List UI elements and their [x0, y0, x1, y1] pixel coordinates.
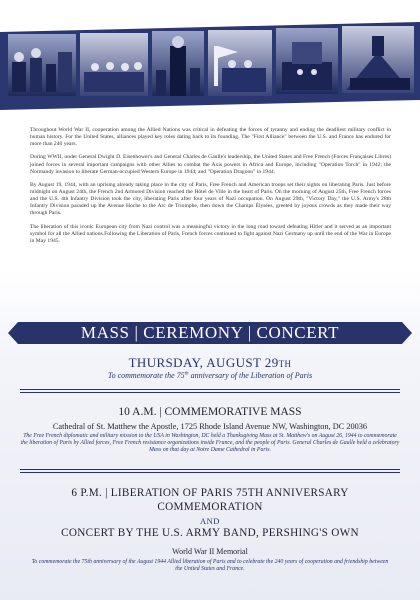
divider-1	[20, 389, 400, 390]
wwii-photo-2	[80, 33, 148, 96]
header-photo-band	[0, 22, 420, 110]
history-paragraph-1: Throughout World War II, cooperation among the Allied Nations was critical in defeating the forces of tyranny and ending the deadliest military conflict in human history. For the United States, alliances played key roles dating back to its founding. The "First Alliance" between the U.S. and France has endured for more than 240 years.	[30, 127, 391, 148]
event-date-suffix: TH	[278, 359, 292, 369]
evening-title-line1: 6 P.M. | LIBERATION OF PARIS 75TH ANNIVERSARY	[71, 487, 349, 499]
evening-note: To commemorate the 75th anniversary of the August 1944 Allied liberation of Paris and to celebrate the 240 years of cooperation and friendship between the United States and France.	[31, 559, 389, 573]
photo-band-graphic	[0, 22, 420, 110]
history-paragraph-3: By August 19, 1944, with an uprising already taking place in the city of Paris, Free French and American troops set their sights on liberating Paris. Just before midnight on August 24th, the French 2nd Armored Division reached the Hôtel de Ville in the heart of Paris. On the morning of August 25th, Free French forces and the U.S. 4th Infantry Division took the city, liberating Paris after four years of Nazi occupation. On August 29th, "Victory Day," the U.S. Army's 28th Infantry Division paraded up the Avenue Hoche to the Arc de Triomphe, then down the Champs Élysées, greeted by joyous crowds as they made their way through Paris.	[30, 181, 391, 217]
date-subtitle-post: anniversary of the Liberation of Paris	[188, 371, 313, 380]
mass-address: Cathedral of St. Matthew the Apostle, 1725 Rhode Island Avenue NW, Washington, DC 20036	[52, 422, 368, 431]
date-subtitle	[10, 371, 410, 380]
evening-title-line2: COMMEMORATION	[157, 501, 263, 513]
event-date-main: THURSDAY, AUGUST 29	[128, 355, 279, 370]
date-subtitle-pre: To commemorate the 75	[107, 371, 185, 380]
mass-note: The Free French diplomatic and military mission to the USA in Washington, DC held a Thanksgiving Mass at St. Matthew's on August 26, 1944 to commemorate the liberation of Paris by Allied forces, Free French resistance organizations inside France, and the people of Paris. General Charles de Gaulle held a celebratory Mass on that day at Notre Dame Cathedral in Paris.	[20, 433, 400, 454]
and-label: AND	[200, 516, 220, 526]
history-text	[30, 127, 391, 251]
event-date	[10, 355, 410, 371]
date-subtitle-sup: th	[184, 371, 189, 377]
concert-title: CONCERT BY THE U.S. ARMY BAND, PERSHING'S OWN	[61, 527, 359, 539]
divider-2	[20, 469, 400, 470]
wwii-photo-4	[208, 30, 272, 96]
concert-venue: World War II Memorial	[172, 547, 248, 556]
evening-title	[10, 486, 410, 514]
history-paragraph-4: The liberation of this iconic European city from Nazi control was a meaningful victory in the long road toward defeating Hitler and it served as an important symbol for all the Allied nations.Following the Liberation of Paris, French forces continued to fight against Nazi Germany up until the end of the War in Europe in May 1945.	[30, 223, 391, 244]
wwii-photo-5	[276, 28, 338, 94]
wwii-photo-1	[8, 34, 76, 96]
wwii-photo-3	[152, 31, 204, 96]
event-banner: MASS | CEREMONY | CONCERT	[18, 322, 402, 344]
wwii-photo-6	[342, 26, 414, 93]
history-paragraph-2: During WWII, under General Dwight D. Eisenhower's and General Charles de Gaulle's leadership, the United States and Free French (Forces Françaises Libres) joined forces in several important campaigns with other Allies to combat the Axis powers in Africa and Europe, including "Operation Torch" in 1942; the Normandy invasion to liberate German-occupied Western Europe in 1944; and "Operation Dragoon" in 1944.	[30, 154, 391, 175]
mass-title: 10 A.M. | COMMEMORATIVE MASS	[118, 406, 302, 418]
divider-1b	[20, 392, 400, 393]
divider-2b	[20, 472, 400, 473]
